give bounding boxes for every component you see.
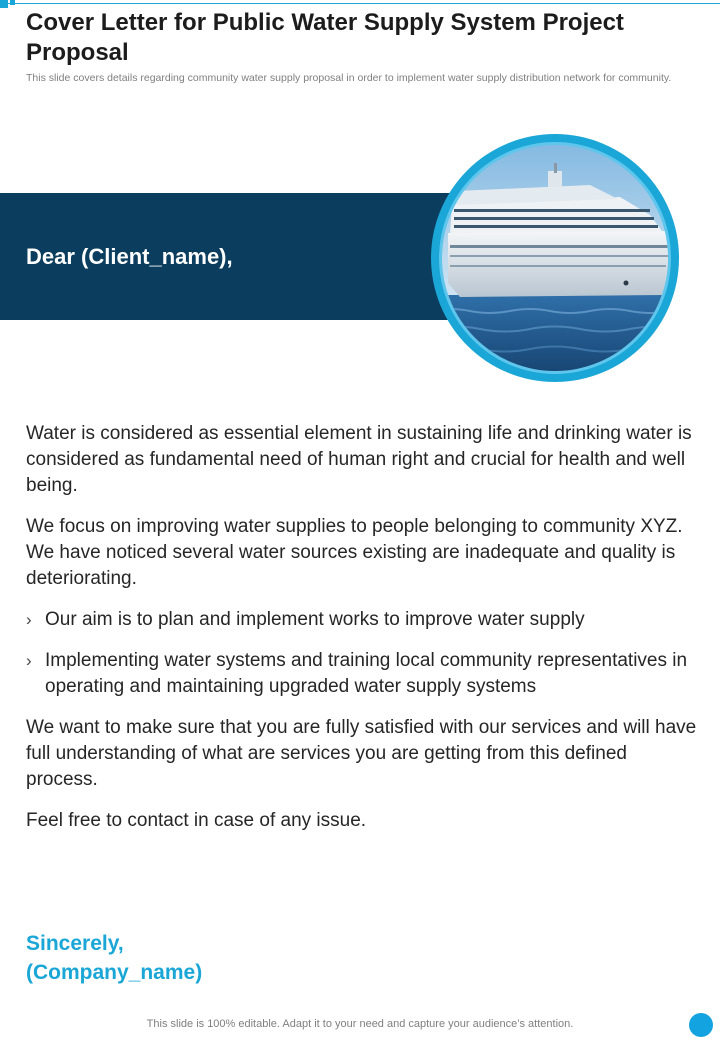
closing-salutation: Sincerely,: [26, 932, 124, 955]
letter-paragraph-3: We want to make sure that you are fully satisfied with our services and will have full understanding of what are services you are getting from this defined process.: [26, 717, 697, 790]
letter-body: [26, 421, 698, 849]
bullet-item-1: [26, 607, 698, 633]
footer-note: This slide is 100% editable. Adapt it to your need and capture your audience’s attention.: [146, 1018, 574, 1030]
page-title: Cover Letter for Public Water Supply System Project Proposal: [26, 9, 624, 66]
corner-accent-square: [0, 0, 8, 8]
closing-block: [26, 929, 202, 987]
letter-paragraph-2: We focus on improving water supplies to people belonging to community XYZ. We have noticed several water sources existing are inadequate and quality is deteriorating.: [26, 516, 683, 589]
letter-paragraph-4: Feel free to contact in case of any issue.: [26, 810, 367, 831]
chevron-right-icon: ›: [26, 610, 32, 629]
page-subtitle: This slide covers details regarding community water supply proposal in order to implement water supply distribution network for community.: [26, 72, 672, 84]
footer-accent-dot: [689, 1013, 713, 1037]
bullet-text-2: Implementing water systems and training local community representatives in operating and maintaining upgraded water supply systems: [45, 650, 688, 697]
greeting-text: Dear (Client_name),: [26, 244, 233, 269]
cruise-ship-photo: [430, 133, 680, 383]
bullet-text-1: Our aim is to plan and implement works to improve water supply: [45, 609, 585, 630]
letter-paragraph-1: Water is considered as essential element in sustaining life and drinking water is considered as fundamental need of human right and crucial for health and well being.: [26, 423, 692, 496]
corner-accent-small-square: [10, 0, 15, 5]
closing-company-name: (Company_name): [26, 961, 203, 984]
bullet-item-2: [26, 648, 698, 700]
chevron-right-icon: ›: [26, 651, 32, 670]
top-accent-line: [0, 3, 720, 4]
